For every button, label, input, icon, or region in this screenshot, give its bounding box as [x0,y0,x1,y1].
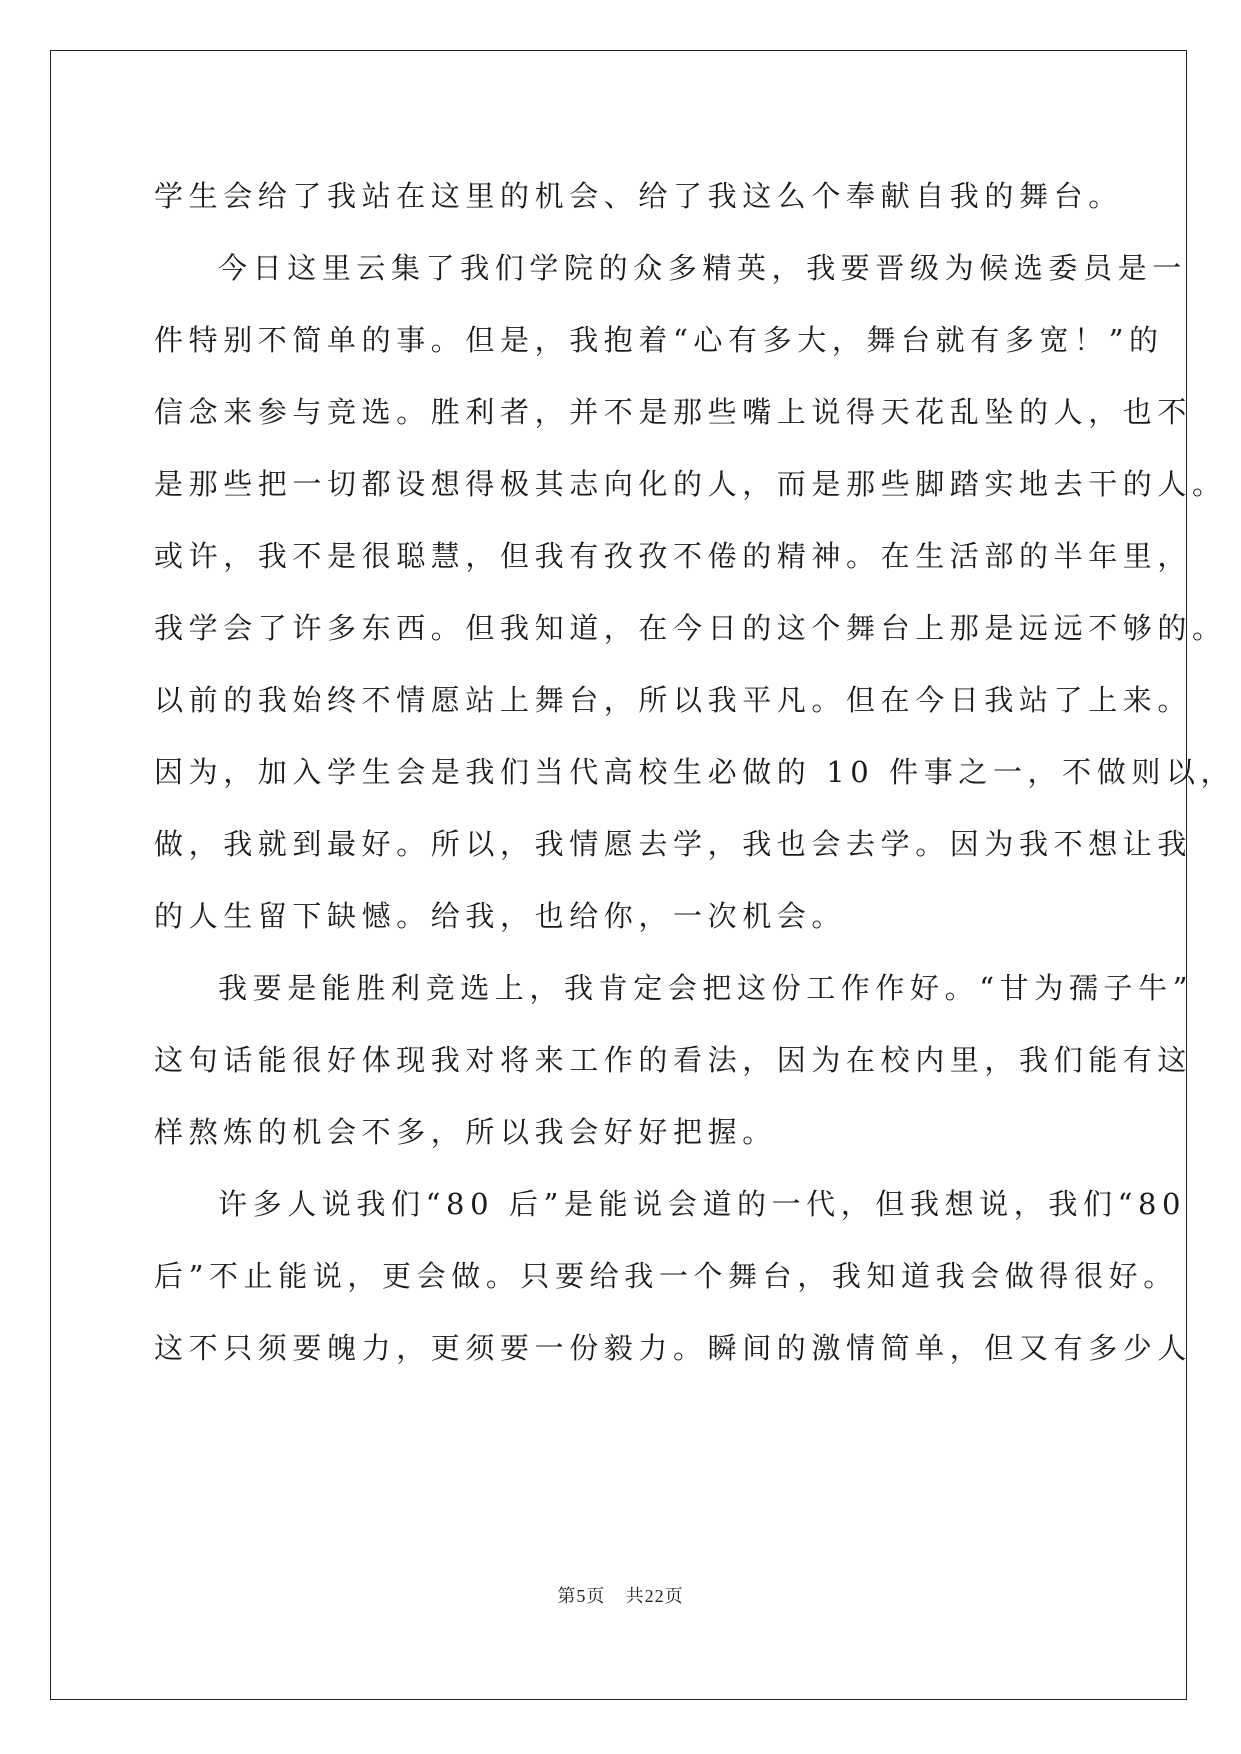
page-footer [0,1582,1241,1608]
paragraph-line: 今日这里云集了我们学院的众多精英，我要晋级为候选委员是一 [218,251,1187,285]
paragraph-line: 因为，加入学生会是我们当代高校生必做的 10 件事之一，不做则以， [154,755,1236,789]
paragraph-line: 学生会给了我站在这里的机会、给了我这么个奉献自我的舞台。 [154,179,1123,213]
total-pages: 22 [644,1586,665,1606]
paragraph-line: 许多人说我们“80 后”是能说会道的一代，但我想说，我们“80 [218,1187,1187,1221]
page-suffix: 页 [586,1586,606,1607]
page-prefix: 第 [557,1586,577,1607]
paragraph-line: 这不只须要魄力，更须要一份毅力。瞬间的激情简单，但又有多少人 [154,1331,1193,1365]
paragraph-line: 或许，我不是很聪慧，但我有孜孜不倦的精神。在生活部的半年里， [154,539,1193,573]
page-number: 5 [576,1586,587,1606]
paragraph-line: 做，我就到最好。所以，我情愿去学，我也会去学。因为我不想让我 [154,827,1193,861]
paragraph-line: 这句话能很好体现我对将来工作的看法，因为在校内里，我们能有这 [154,1043,1193,1077]
paragraph-line: 信念来参与竞选。胜利者，并不是那些嘴上说得天花乱坠的人，也不 [154,395,1193,429]
document-body [154,160,1236,1384]
paragraph-line: 样熬炼的机会不多，所以我会好好把握。 [154,1115,777,1149]
paragraph-line: 件特别不简单的事。但是，我抱着“心有多大，舞台就有多宽！”的 [154,323,1164,357]
total-suffix: 页 [664,1586,684,1607]
paragraph-line: 的人生留下缺憾。给我，也给你，一次机会。 [154,899,847,933]
paragraph-line: 后”不止能说，更会做。只要给我一个舞台，我知道我会做得很好。 [154,1259,1178,1293]
paragraph-line: 我要是能胜利竞选上，我肯定会把这份工作作好。“甘为孺子牛” [218,971,1194,1005]
paragraph-line: 是那些把一切都设想得极其志向化的人，而是那些脚踏实地去干的人。 [154,467,1227,501]
paragraph-line: 我学会了许多东西。但我知道，在今日的这个舞台上那是远远不够的。 [154,611,1227,645]
paragraph-line: 以前的我始终不情愿站上舞台，所以我平凡。但在今日我站了上来。 [154,683,1193,717]
total-prefix: 共 [625,1586,645,1607]
